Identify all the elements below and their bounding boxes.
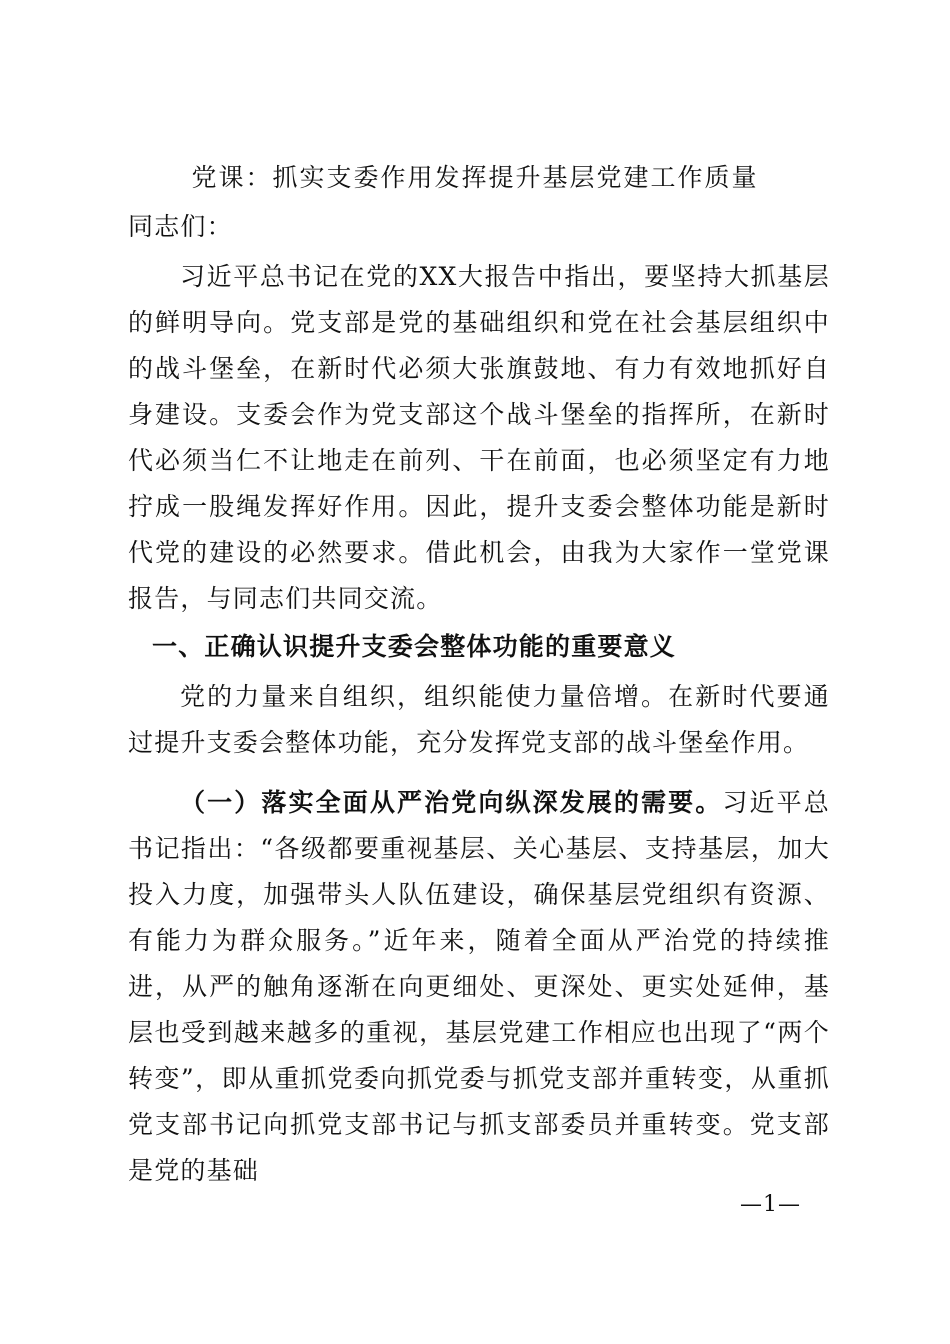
subsection-body-1: 习近平总书记指出：“各级都要重视基层、关心基层、支持基层，加大投入力度，加强带头人队伍建设，确保基层党组织有资源、有能力为群众服务。”近年来，随着全面从严治党的持续推进，从严的触角逐渐在向更细处、更深处、更实处延伸，基层也受到越来越多的重视，基层党建工作相应也出现了“两个转变”，即从重抓党委向抓党委与抓党支部并重转变，从重抓党支部书记向抓党支部书记与抓支部委员并重转变。党支部是党的基础 bbox=[128, 788, 830, 1185]
paragraph-subsection-1 bbox=[128, 780, 830, 1194]
subsection-heading-1: （一）落实全面从严治党向纵深发展的需要。 bbox=[180, 788, 723, 817]
section-heading-1: 一、正确认识提升支委会整体功能的重要意义 bbox=[152, 632, 677, 661]
page-number: —1— bbox=[740, 1192, 801, 1217]
document-title: 党课：抓实支委作用发挥提升基层党建工作质量 bbox=[191, 163, 759, 192]
paragraph-intro: 习近平总书记在党的XX大报告中指出，要坚持大抓基层的鲜明导向。党支部是党的基础组织和党在社会基层组织中的战斗堡垒，在新时代必须大张旗鼓地、有力有效地抓好自身建设。支委会作为党支部这个战斗堡垒的指挥所，在新时代必须当仁不让地走在前列、干在前面，也必须坚定有力地拧成一股绳发挥好作用。因此，提升支委会整体功能是新时代党的建设的必然要求。借此机会，由我为大家作一堂党课报告，与同志们共同交流。 bbox=[128, 262, 830, 613]
paragraph-section-1: 党的力量来自组织，组织能使力量倍增。在新时代要通过提升支委会整体功能，充分发挥党支部的战斗堡垒作用。 bbox=[128, 682, 830, 757]
document-body bbox=[128, 204, 830, 1194]
salutation: 同志们： bbox=[128, 212, 233, 241]
